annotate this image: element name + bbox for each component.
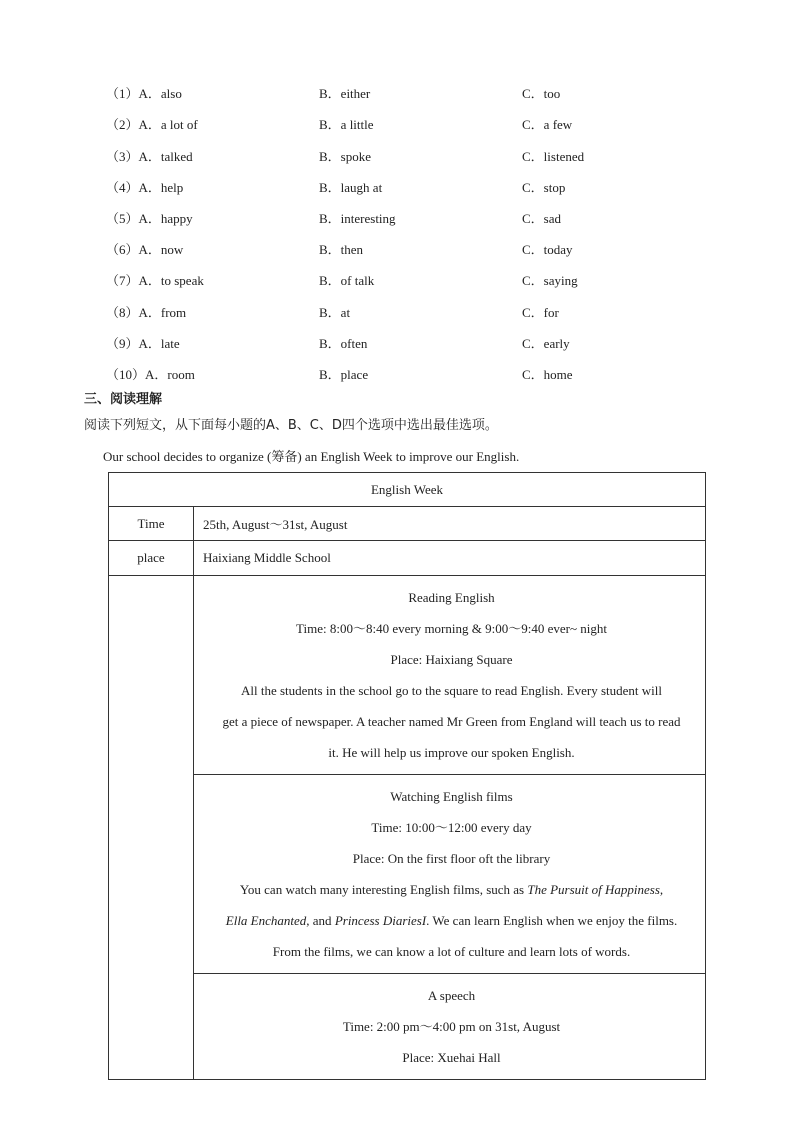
watching-films-cell: [194, 775, 706, 974]
option-a: （1）A．also: [106, 86, 182, 101]
table-header: English Week: [109, 473, 706, 507]
option-a: （4）A．help: [106, 180, 184, 195]
option-b: B．at: [319, 305, 351, 320]
film-title: The Pursuit of Happiness,: [527, 882, 664, 897]
option-a: （9）A．late: [106, 336, 180, 351]
option-c: C．home: [522, 367, 573, 382]
option-c: C．saying: [522, 273, 578, 288]
films-desc-text: You can watch many interesting English films, such as: [239, 882, 528, 897]
option-c: C．early: [522, 336, 570, 351]
speech-title: A speech: [427, 988, 476, 1003]
film-title: Princess DiariesI: [334, 913, 427, 928]
place-value: Haixiang Middle School: [194, 541, 706, 576]
reading-desc-line: it. He will help us improve our spoken English.: [328, 745, 575, 760]
instruction-text: 阅读下列短文，从下面每小题的A、B、C、D四个选项中选出最佳选项。: [84, 418, 498, 433]
place-label: place: [109, 541, 194, 576]
reading-place: Place: Haixiang Square: [390, 652, 513, 667]
option-b: B．laugh at: [319, 180, 383, 195]
time-label: Time: [109, 507, 194, 541]
option-b: B．place: [319, 367, 369, 382]
option-row: [0, 83, 794, 103]
option-row: [0, 302, 794, 322]
film-title: Ella Enchanted: [225, 913, 307, 928]
reading-desc-line: get a piece of newspaper. A teacher named Mr Green from England will teach us to read: [222, 714, 681, 729]
option-a: （10）A．room: [106, 367, 195, 382]
speech-time: Time: 2:00 pm～4:00 pm on 31st, August: [342, 1019, 561, 1034]
option-c: C．today: [522, 242, 573, 257]
option-c: C．too: [522, 86, 561, 101]
option-c: C．listened: [522, 149, 585, 164]
speech-cell: [194, 974, 706, 1080]
option-row: [0, 146, 794, 166]
passage-intro: Our school decides to organize (筹备) an English Week to improve our English.: [103, 449, 520, 464]
option-c: C．for: [522, 305, 559, 320]
option-b: B．then: [319, 242, 364, 257]
option-a: （8）A．from: [106, 305, 187, 320]
reading-english-cell: [194, 576, 706, 775]
films-place: Place: On the first floor oft the library: [352, 851, 551, 866]
reading-title: Reading English: [408, 590, 495, 605]
time-value: 25th, August～31st, August: [194, 507, 706, 541]
option-b: B．a little: [319, 117, 374, 132]
option-a: （2）A．a lot of: [106, 117, 198, 132]
option-a: （5）A．happy: [106, 211, 193, 226]
option-row: [0, 208, 794, 228]
reading-desc-line: All the students in the school go to the square to read English. Every student will: [241, 683, 662, 698]
option-c: C．a few: [522, 117, 573, 132]
reading-time: Time: 8:00～8:40 every morning & 9:00～9:40 ever~ night: [296, 621, 607, 636]
films-desc-text: , and: [306, 913, 335, 928]
option-b: B．often: [319, 336, 368, 351]
option-row: [0, 239, 794, 259]
option-row: [0, 114, 794, 134]
films-title: Watching English films: [390, 789, 513, 804]
films-desc-line: [202, 874, 701, 905]
films-desc-line: [202, 905, 701, 936]
option-row: [0, 177, 794, 197]
films-time: Time: 10:00～12:00 every day: [371, 820, 532, 835]
speech-place: Place: Xuehai Hall: [402, 1050, 501, 1065]
option-b: B．of talk: [319, 273, 375, 288]
option-c: C．sad: [522, 211, 562, 226]
option-a: （7）A．to speak: [106, 273, 204, 288]
activities-label-cell: [109, 576, 194, 1080]
option-row: [0, 333, 794, 353]
section-title: 三、阅读理解: [84, 392, 163, 407]
english-week-table: [108, 472, 706, 1080]
option-a: （6）A．now: [106, 242, 184, 257]
option-b: B．spoke: [319, 149, 372, 164]
option-b: B．interesting: [319, 211, 396, 226]
option-b: B．either: [319, 86, 371, 101]
option-row: [0, 364, 794, 384]
option-c: C．stop: [522, 180, 566, 195]
option-a: （3）A．talked: [106, 149, 193, 164]
films-desc-line: From the films, we can know a lot of culture and learn lots of words.: [272, 944, 631, 959]
option-row: [0, 270, 794, 290]
films-desc-text: . We can learn English when we enjoy the films.: [426, 913, 678, 928]
